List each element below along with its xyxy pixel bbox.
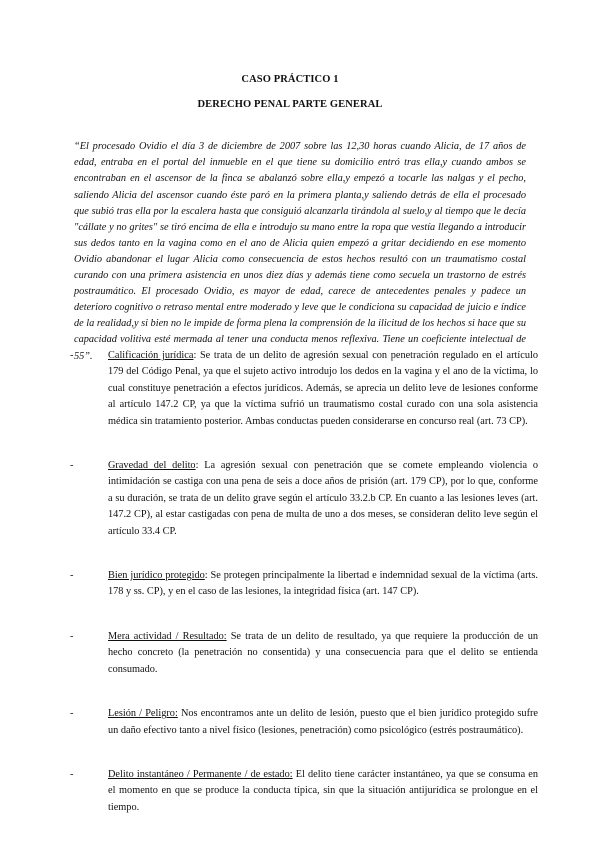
item-text: : Se protegen principalmente la libertad e indemnidad sexual de la víctima (arts. 178 y ss. CP), y en el caso de las lesiones, la integridad física (art. 147 CP). bbox=[108, 570, 538, 598]
item-term: Gravedad del delito bbox=[108, 460, 196, 472]
analysis-item-calificacion bbox=[70, 348, 539, 430]
document-title: CASO PRÁCTICO 1 bbox=[241, 74, 339, 85]
analysis-item-mera-actividad bbox=[70, 629, 538, 678]
analysis-item-gravedad bbox=[70, 458, 538, 540]
case-statement: “El procesado Ovidio el día 3 de diciembre de 2007 sobre las 12,30 horas cuando Alicia, de 17 años de edad, entraba en el portal del inmueble en el que tiene su domicilio entró tras ella,y cuando ambos se encontraban en el ascensor de la finca se abalanzó sobre ella,y empezó a tocarle las nalgas y el pecho, saliendo Alicia del ascensor cuando éste paró en la primera planta,y saliendo detrás de ella el procesado que subió tras ella por la escalera hasta que consiguió alcanzarla tirándola al suelo,y al tiempo que le decía "cállate y no grites" se tiró encima de ella e introdujo su mano entre la ropa que vestía llegando a introducir sus dedos tanto en la vagina como en el ano de Alicia quien empezó a gritar decidiendo en ese momento Ovidio abandonar el lugar Alicia como consecuencia de estos hechos resultó con un traumatismo costal curando con una primera asistencia en unos diez días y además tiene como secuela un trastorno de estrés postraumático. El procesado Ovidio, es mayor de edad, carece de antecedentes penales y padece un deterioro cognitivo o retraso mental entre moderado y leve que le condiciona su capacidad de juicio e índice de la realidad,y si bien no le impide de forma plena la comprensión de la ilicitud de los hechos si hace que su capacidad volitiva esté mermada al tener una conducta menos reflexiva. Tiene un coeficiente intelectual de 55”. bbox=[74, 141, 526, 362]
bullet-dash: - bbox=[70, 768, 74, 780]
analysis-item-lesion-peligro bbox=[70, 706, 538, 739]
document-subtitle: DERECHO PENAL PARTE GENERAL bbox=[197, 99, 383, 110]
item-text: Nos encontramos ante un delito de lesión, puesto que el bien jurídico protegido sufre un daño efectivo tanto a nivel físico (lesiones, penetración) como psicológico (estrés postraumático). bbox=[108, 708, 538, 736]
bullet-dash: - bbox=[70, 630, 74, 642]
item-text: El delito tiene carácter instantáneo, ya que se consuma en el momento en que se produce la conducta típica, sin que la situación antijurídica se prolongue en el tiempo. bbox=[108, 768, 538, 813]
bullet-dash: - bbox=[70, 708, 74, 720]
bullet-dash: - bbox=[70, 350, 74, 361]
item-term: Calificación jurídica bbox=[108, 350, 194, 361]
item-text: Se trata de un delito de resultado, ya que requiere la producción de un hecho concreto (la penetración no consentida) y una consecuencia para que el delito se entienda consumado. bbox=[108, 630, 538, 675]
item-term: Lesión / Peligro: bbox=[108, 708, 178, 720]
bullet-dash: - bbox=[70, 570, 74, 582]
item-term: Delito instantáneo / Permanente / de estado: bbox=[108, 768, 293, 780]
analysis-item-instantaneo bbox=[70, 767, 538, 816]
item-text: : La agresión sexual con penetración que se comete empleando violencia o intimidación se castiga con una pena de seis a doce años de prisión (art. 179 CP), por lo que, conforme a su duración, se trata de un delito grave según el artículo 33.2.b CP. En cuanto a las lesiones leves (art. 147.2 CP), al estar castigadas con pena de multa de uno a dos meses, se consideran delito leve según el artículo 33.4 CP. bbox=[108, 460, 538, 537]
item-term: Bien jurídico protegido bbox=[108, 570, 205, 582]
item-text: : Se trata de un delito de agresión sexual con penetración regulado en el artículo 179 del Código Penal, ya que el sujeto activo introdujo los dedos en la vagina y el ano de la víctima, lo cual constituye penetración a efectos jurídicos. Además, se aprecia un delito leve de lesiones conforme al artículo 147.2 CP, ya que la víctima sufrió un traumatismo costal curado con una sola asistencia médica sin tratamiento posterior. Ambas conductas pueden considerarse en concurso real (art. 73 CP). bbox=[108, 350, 539, 427]
analysis-item-bien-juridico bbox=[70, 568, 538, 601]
bullet-dash: - bbox=[70, 460, 74, 472]
item-term: Mera actividad / Resultado: bbox=[108, 630, 227, 642]
analysis-list bbox=[70, 348, 539, 844]
